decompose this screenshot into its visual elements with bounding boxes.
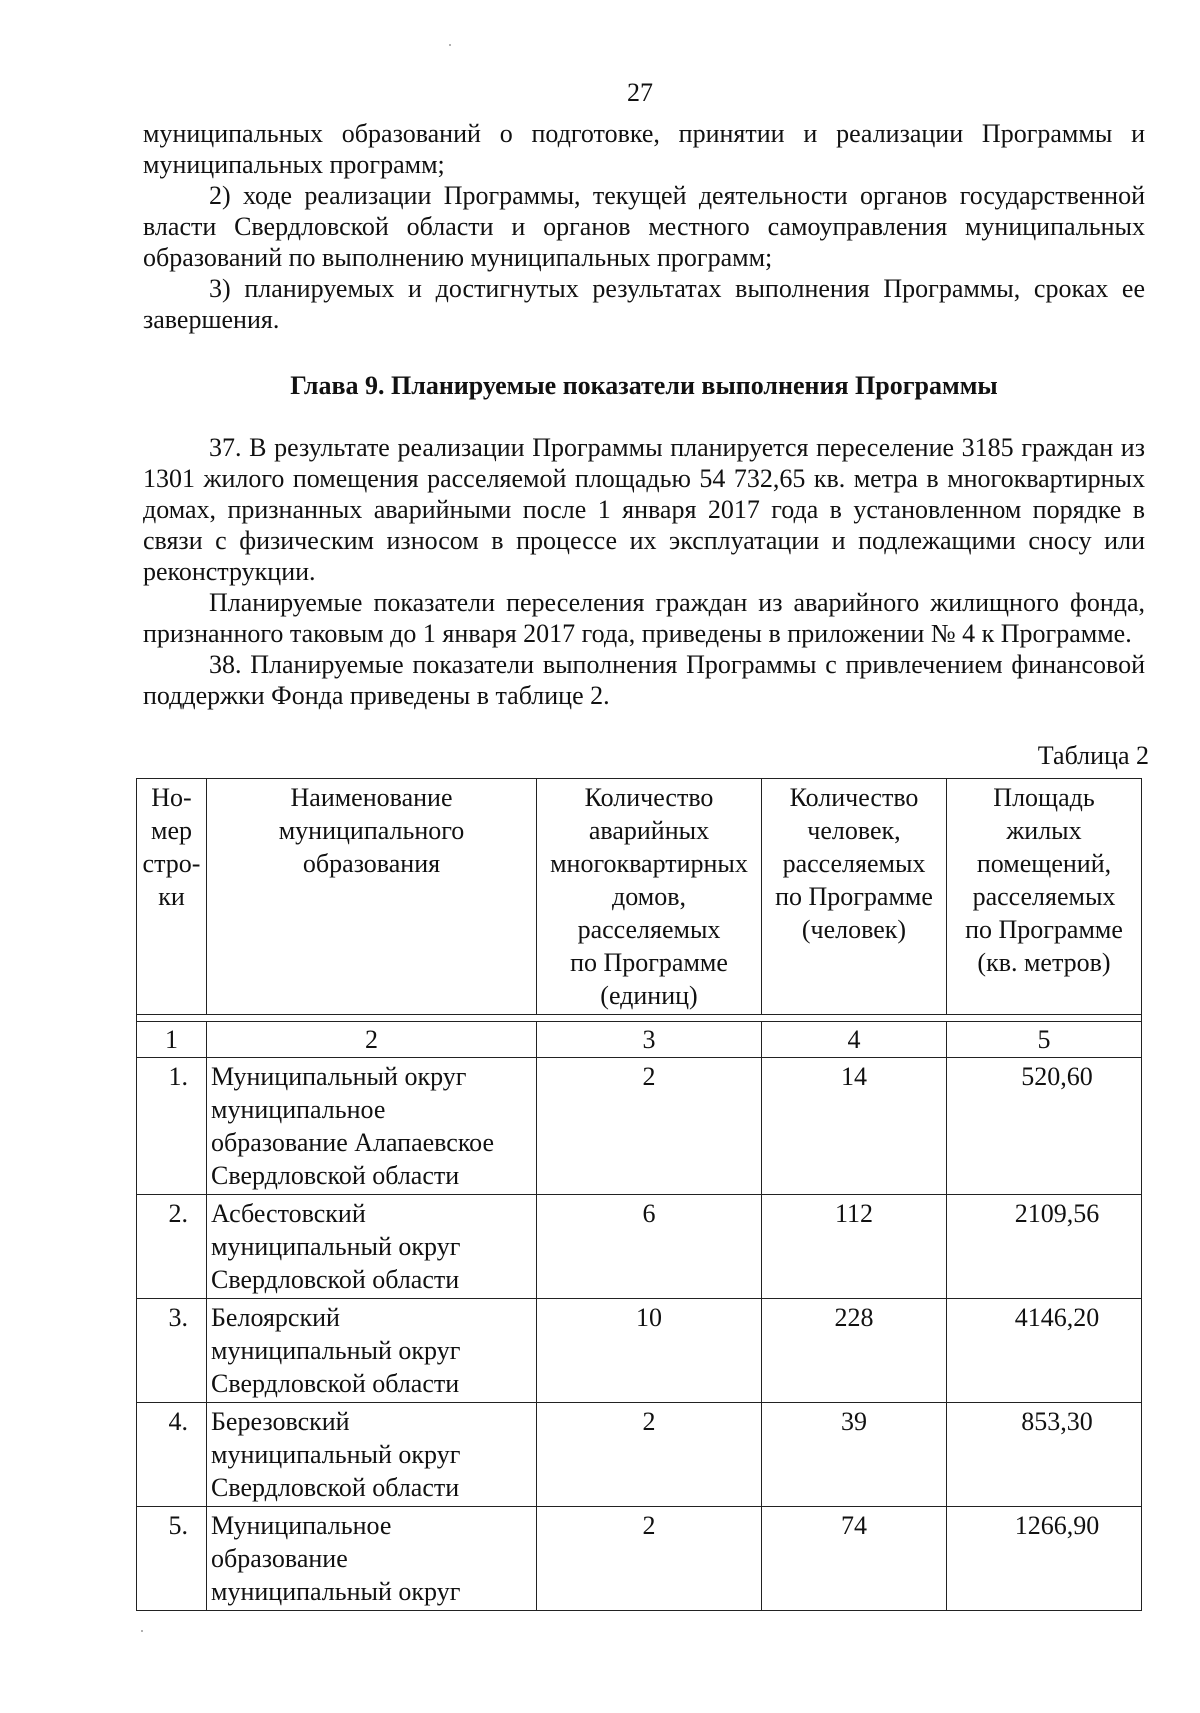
table-row	[137, 1403, 1142, 1507]
municipality-name-cell: Белоярский муниципальный округ Свердловской области	[207, 1299, 537, 1403]
people-count-cell: 39	[762, 1403, 947, 1507]
intro-paragraph-3: 3) планируемых и достигнутых результатах выполнения Программы, сроках ее завершения.	[143, 274, 1145, 334]
header-municipality-name: Наименование муниципального образования	[207, 779, 537, 1015]
table-caption: Таблица 2	[1037, 741, 1149, 770]
municipality-name-cell: Березовский муниципальный округ Свердловской области	[207, 1403, 537, 1507]
resettlement-table	[136, 778, 1142, 1611]
chapter-heading: Глава 9. Планируемые показатели выполнения Программы	[290, 371, 998, 400]
column-number-cell: 4	[762, 1022, 947, 1058]
column-number-row	[137, 1022, 1142, 1058]
column-number-cell: 1	[137, 1022, 207, 1058]
page-number: 27	[627, 78, 653, 107]
houses-count-cell: 2	[537, 1403, 762, 1507]
intro-paragraph-2: 2) ходе реализации Программы, текущей деятельности органов государственной власти Свердловской области и органов местного самоуправления муниципальных образований по выполнению муниципальных программ;	[143, 181, 1145, 272]
municipality-name-cell: Асбестовский муниципальный округ Свердловской области	[207, 1195, 537, 1299]
people-count-cell: 228	[762, 1299, 947, 1403]
people-count-cell: 112	[762, 1195, 947, 1299]
table-row	[137, 1195, 1142, 1299]
people-count-cell: 14	[762, 1058, 947, 1195]
municipality-name-cell: Муниципальное образование муниципальный округ	[207, 1507, 537, 1611]
municipality-name-cell: Муниципальный округ муниципальное образование Алапаевское Свердловской области	[207, 1058, 537, 1195]
people-count-cell: 74	[762, 1507, 947, 1611]
table-row	[137, 1058, 1142, 1195]
area-cell: 520,60	[947, 1058, 1142, 1195]
area-cell: 4146,20	[947, 1299, 1142, 1403]
chapter-section	[143, 432, 1145, 711]
scan-speck	[449, 44, 451, 46]
intro-section	[143, 118, 1145, 335]
header-separator	[137, 1015, 1142, 1022]
scan-speck	[141, 1630, 143, 1632]
houses-count-cell: 2	[537, 1507, 762, 1611]
row-number-cell: 4.	[137, 1403, 207, 1507]
header-houses-count: Количество аварийных многоквартирных домов, расселяемых по Программе (единиц)	[537, 779, 762, 1015]
table-header-row	[137, 779, 1142, 1015]
header-area: Площадь жилых помещений, расселяемых по Программе (кв. метров)	[947, 779, 1142, 1015]
paragraph-planned-indicators: Планируемые показатели переселения граждан из аварийного жилищного фонда, признанного таковым до 1 января 2017 года, приведены в приложении № 4 к Программе.	[143, 588, 1145, 648]
paragraph-38: 38. Планируемые показатели выполнения Программы с привлечением финансовой поддержки Фонда приведены в таблице 2.	[143, 650, 1145, 710]
row-number-cell: 1.	[137, 1058, 207, 1195]
table-row	[137, 1507, 1142, 1611]
houses-count-cell: 6	[537, 1195, 762, 1299]
table-row	[137, 1299, 1142, 1403]
row-number-cell: 5.	[137, 1507, 207, 1611]
row-number-cell: 3.	[137, 1299, 207, 1403]
column-number-cell: 2	[207, 1022, 537, 1058]
intro-paragraph-1: муниципальных образований о подготовке, принятии и реализации Программы и муниципальных программ;	[143, 119, 1145, 179]
table-body	[137, 1015, 1142, 1611]
header-people-count: Количество человек, расселяемых по Программе (человек)	[762, 779, 947, 1015]
column-number-cell: 3	[537, 1022, 762, 1058]
row-number-cell: 2.	[137, 1195, 207, 1299]
header-row-number: Но- мер стро- ки	[137, 779, 207, 1015]
paragraph-37: 37. В результате реализации Программы планируется переселение 3185 граждан из 1301 жилого помещения расселяемой площадью 54 732,65 кв. метра в многоквартирных домах, признанных аварийными после 1 января 2017 года в установленном порядке в связи с физическим износом в процессе их эксплуатации и подлежащими сносу или реконструкции.	[143, 433, 1145, 586]
area-cell: 1266,90	[947, 1507, 1142, 1611]
column-number-cell: 5	[947, 1022, 1142, 1058]
area-cell: 2109,56	[947, 1195, 1142, 1299]
houses-count-cell: 2	[537, 1058, 762, 1195]
houses-count-cell: 10	[537, 1299, 762, 1403]
area-cell: 853,30	[947, 1403, 1142, 1507]
